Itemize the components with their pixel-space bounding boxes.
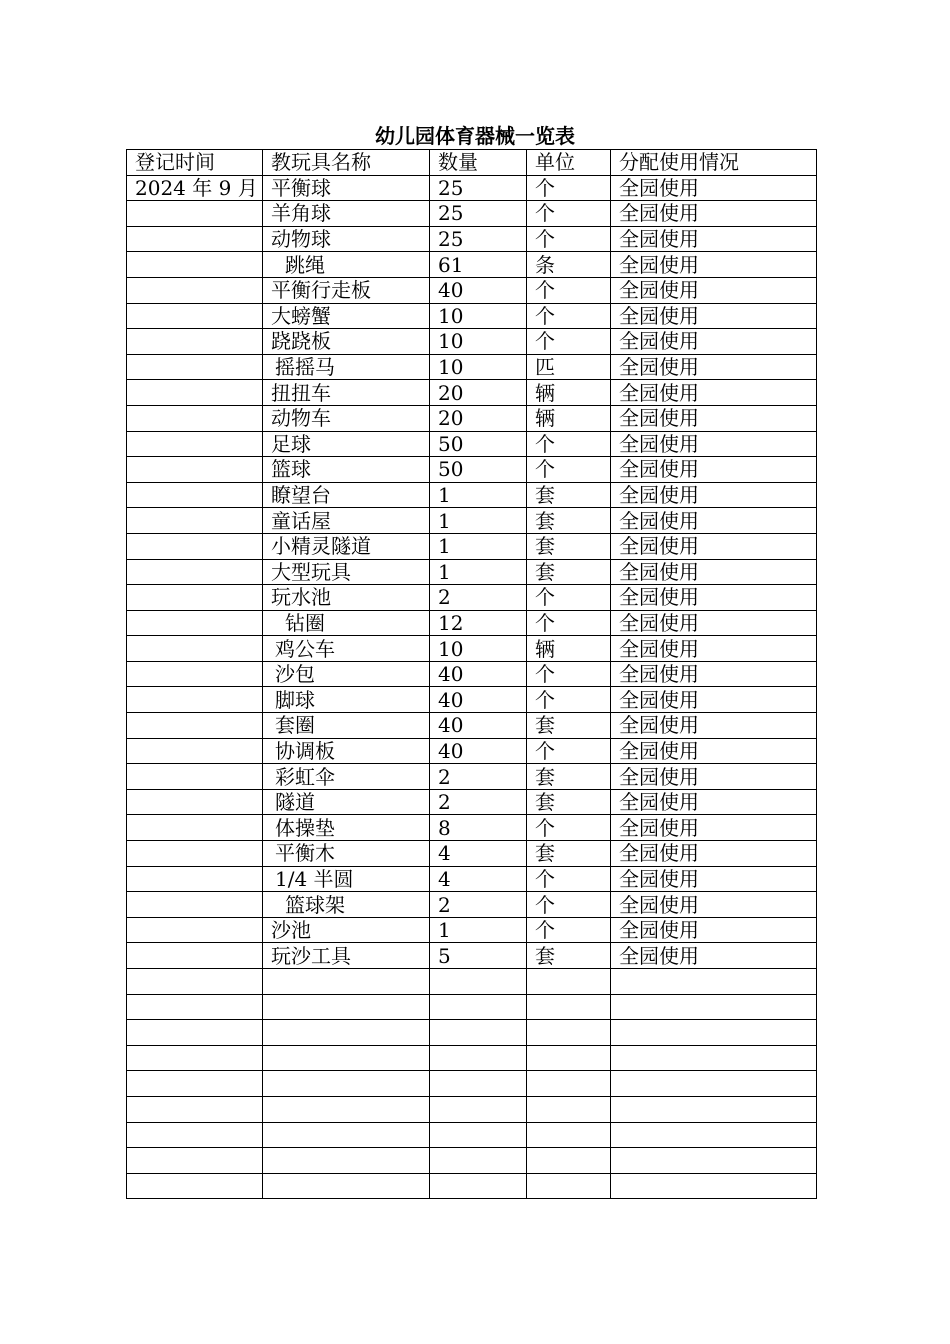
cell-usage: 全园使用 [611, 943, 817, 969]
table-row [127, 943, 817, 969]
table-row [127, 866, 817, 892]
cell-usage: 全园使用 [611, 508, 817, 534]
cell-unit: 个 [527, 329, 611, 355]
empty-cell [263, 1071, 430, 1097]
table-row [127, 201, 817, 227]
empty-cell [611, 1045, 817, 1071]
cell-usage: 全园使用 [611, 815, 817, 841]
cell-unit: 匹 [527, 354, 611, 380]
cell-item-name: 1/4 半圆 [263, 866, 430, 892]
cell-register-time [127, 252, 263, 278]
cell-quantity: 1 [430, 482, 527, 508]
cell-item-name: 协调板 [263, 738, 430, 764]
cell-register-time [127, 713, 263, 739]
cell-item-name: 玩沙工具 [263, 943, 430, 969]
table-row [127, 175, 817, 201]
table-row [127, 585, 817, 611]
table-row [127, 226, 817, 252]
empty-cell [127, 994, 263, 1020]
empty-row [127, 969, 817, 995]
cell-register-time [127, 559, 263, 585]
empty-cell [611, 1173, 817, 1199]
cell-item-name: 鸡公车 [263, 636, 430, 662]
table-row [127, 559, 817, 585]
cell-unit: 个 [527, 303, 611, 329]
cell-usage: 全园使用 [611, 482, 817, 508]
cell-unit: 辆 [527, 380, 611, 406]
cell-register-time [127, 917, 263, 943]
cell-quantity: 1 [430, 508, 527, 534]
cell-quantity: 40 [430, 277, 527, 303]
cell-quantity: 2 [430, 789, 527, 815]
cell-quantity: 4 [430, 841, 527, 867]
cell-register-time [127, 892, 263, 918]
cell-usage: 全园使用 [611, 661, 817, 687]
cell-usage: 全园使用 [611, 713, 817, 739]
cell-unit: 辆 [527, 636, 611, 662]
cell-unit: 个 [527, 585, 611, 611]
cell-register-time [127, 636, 263, 662]
table-row [127, 687, 817, 713]
table-row [127, 917, 817, 943]
cell-usage: 全园使用 [611, 329, 817, 355]
cell-item-name: 脚球 [263, 687, 430, 713]
header-item-name: 教玩具名称 [263, 150, 430, 176]
cell-unit: 套 [527, 482, 611, 508]
table-row [127, 303, 817, 329]
table-row [127, 354, 817, 380]
empty-cell [263, 994, 430, 1020]
cell-item-name: 体操垫 [263, 815, 430, 841]
cell-unit: 个 [527, 431, 611, 457]
cell-unit: 套 [527, 789, 611, 815]
cell-quantity: 2 [430, 892, 527, 918]
cell-quantity: 1 [430, 559, 527, 585]
cell-register-time [127, 815, 263, 841]
empty-cell [127, 969, 263, 995]
cell-item-name: 瞭望台 [263, 482, 430, 508]
table-row [127, 329, 817, 355]
cell-item-name: 跳绳 [263, 252, 430, 278]
cell-register-time [127, 329, 263, 355]
cell-unit: 个 [527, 917, 611, 943]
cell-item-name: 篮球架 [263, 892, 430, 918]
empty-cell [527, 1045, 611, 1071]
empty-cell [263, 1045, 430, 1071]
cell-register-time [127, 457, 263, 483]
cell-register-time: 2024 年 9 月 [127, 175, 263, 201]
empty-row [127, 1096, 817, 1122]
cell-quantity: 25 [430, 175, 527, 201]
cell-quantity: 12 [430, 610, 527, 636]
cell-item-name: 童话屋 [263, 508, 430, 534]
empty-cell [263, 1020, 430, 1046]
table-row [127, 482, 817, 508]
empty-cell [611, 969, 817, 995]
cell-item-name: 平衡行走板 [263, 277, 430, 303]
cell-register-time [127, 661, 263, 687]
table-row [127, 892, 817, 918]
cell-quantity: 20 [430, 405, 527, 431]
cell-register-time [127, 764, 263, 790]
cell-register-time [127, 508, 263, 534]
empty-cell [127, 1045, 263, 1071]
cell-quantity: 20 [430, 380, 527, 406]
empty-row [127, 1045, 817, 1071]
cell-quantity: 2 [430, 585, 527, 611]
cell-quantity: 10 [430, 636, 527, 662]
cell-item-name: 隧道 [263, 789, 430, 815]
cell-register-time [127, 380, 263, 406]
cell-register-time [127, 226, 263, 252]
cell-quantity: 61 [430, 252, 527, 278]
cell-item-name: 大螃蟹 [263, 303, 430, 329]
empty-cell [527, 969, 611, 995]
table-row [127, 789, 817, 815]
cell-item-name: 沙包 [263, 661, 430, 687]
cell-usage: 全园使用 [611, 354, 817, 380]
cell-quantity: 1 [430, 917, 527, 943]
cell-unit: 个 [527, 175, 611, 201]
cell-unit: 个 [527, 457, 611, 483]
cell-unit: 个 [527, 866, 611, 892]
table-row [127, 610, 817, 636]
cell-register-time [127, 533, 263, 559]
cell-register-time [127, 482, 263, 508]
cell-unit: 个 [527, 201, 611, 227]
cell-register-time [127, 866, 263, 892]
empty-cell [527, 1122, 611, 1148]
table-body [127, 175, 817, 1199]
empty-cell [430, 969, 527, 995]
empty-row [127, 994, 817, 1020]
cell-usage: 全园使用 [611, 866, 817, 892]
cell-register-time [127, 354, 263, 380]
cell-item-name: 小精灵隧道 [263, 533, 430, 559]
table-row [127, 252, 817, 278]
empty-cell [611, 994, 817, 1020]
empty-cell [611, 1148, 817, 1174]
empty-cell [527, 1173, 611, 1199]
cell-register-time [127, 585, 263, 611]
empty-cell [127, 1096, 263, 1122]
cell-usage: 全园使用 [611, 764, 817, 790]
cell-item-name: 篮球 [263, 457, 430, 483]
empty-cell [430, 1071, 527, 1097]
cell-register-time [127, 943, 263, 969]
cell-item-name: 沙池 [263, 917, 430, 943]
empty-cell [527, 1096, 611, 1122]
cell-item-name: 摇摇马 [263, 354, 430, 380]
cell-item-name: 彩虹伞 [263, 764, 430, 790]
empty-row [127, 1071, 817, 1097]
cell-usage: 全园使用 [611, 636, 817, 662]
cell-item-name: 玩水池 [263, 585, 430, 611]
empty-row [127, 1148, 817, 1174]
empty-cell [263, 1096, 430, 1122]
cell-unit: 个 [527, 610, 611, 636]
empty-cell [127, 1173, 263, 1199]
empty-cell [127, 1148, 263, 1174]
cell-unit: 个 [527, 687, 611, 713]
cell-unit: 个 [527, 661, 611, 687]
table-row [127, 405, 817, 431]
table-row [127, 508, 817, 534]
cell-quantity: 8 [430, 815, 527, 841]
cell-quantity: 40 [430, 713, 527, 739]
cell-quantity: 50 [430, 431, 527, 457]
cell-quantity: 40 [430, 738, 527, 764]
cell-item-name: 扭扭车 [263, 380, 430, 406]
empty-cell [430, 1173, 527, 1199]
cell-register-time [127, 303, 263, 329]
cell-unit: 辆 [527, 405, 611, 431]
table-row [127, 380, 817, 406]
empty-cell [611, 1096, 817, 1122]
empty-cell [430, 1020, 527, 1046]
empty-cell [430, 994, 527, 1020]
cell-register-time [127, 610, 263, 636]
cell-usage: 全园使用 [611, 380, 817, 406]
cell-quantity: 5 [430, 943, 527, 969]
table-row [127, 533, 817, 559]
table-row [127, 457, 817, 483]
cell-unit: 套 [527, 764, 611, 790]
header-quantity: 数量 [430, 150, 527, 176]
empty-cell [430, 1096, 527, 1122]
cell-unit: 套 [527, 943, 611, 969]
cell-quantity: 40 [430, 661, 527, 687]
cell-usage: 全园使用 [611, 405, 817, 431]
cell-unit: 个 [527, 892, 611, 918]
header-unit: 单位 [527, 150, 611, 176]
empty-cell [430, 1148, 527, 1174]
cell-usage: 全园使用 [611, 559, 817, 585]
cell-quantity: 10 [430, 329, 527, 355]
empty-cell [127, 1122, 263, 1148]
table-row [127, 277, 817, 303]
cell-usage: 全园使用 [611, 585, 817, 611]
cell-usage: 全园使用 [611, 917, 817, 943]
header-row [127, 150, 817, 176]
cell-usage: 全园使用 [611, 303, 817, 329]
empty-cell [527, 994, 611, 1020]
cell-register-time [127, 738, 263, 764]
table-row [127, 841, 817, 867]
empty-cell [263, 1173, 430, 1199]
cell-usage: 全园使用 [611, 201, 817, 227]
empty-cell [430, 1122, 527, 1148]
header-register-time: 登记时间 [127, 150, 263, 176]
cell-item-name: 动物球 [263, 226, 430, 252]
empty-cell [263, 969, 430, 995]
cell-quantity: 2 [430, 764, 527, 790]
cell-register-time [127, 841, 263, 867]
empty-cell [527, 1071, 611, 1097]
cell-item-name: 平衡木 [263, 841, 430, 867]
cell-register-time [127, 789, 263, 815]
cell-unit: 个 [527, 226, 611, 252]
cell-usage: 全园使用 [611, 533, 817, 559]
empty-cell [611, 1020, 817, 1046]
empty-cell [263, 1122, 430, 1148]
cell-usage: 全园使用 [611, 841, 817, 867]
cell-quantity: 25 [430, 226, 527, 252]
cell-usage: 全园使用 [611, 252, 817, 278]
empty-row [127, 1173, 817, 1199]
cell-register-time [127, 431, 263, 457]
cell-usage: 全园使用 [611, 892, 817, 918]
cell-register-time [127, 201, 263, 227]
cell-item-name: 钻圈 [263, 610, 430, 636]
cell-usage: 全园使用 [611, 610, 817, 636]
cell-item-name: 大型玩具 [263, 559, 430, 585]
empty-cell [263, 1148, 430, 1174]
cell-usage: 全园使用 [611, 226, 817, 252]
cell-unit: 套 [527, 533, 611, 559]
cell-item-name: 动物车 [263, 405, 430, 431]
cell-item-name: 足球 [263, 431, 430, 457]
page-title: 幼儿园体育器械一览表 [375, 124, 575, 148]
cell-register-time [127, 405, 263, 431]
table-row [127, 738, 817, 764]
equipment-table [126, 149, 817, 1199]
empty-cell [127, 1020, 263, 1046]
table-row [127, 764, 817, 790]
cell-item-name: 跷跷板 [263, 329, 430, 355]
cell-item-name: 羊角球 [263, 201, 430, 227]
cell-usage: 全园使用 [611, 738, 817, 764]
header-usage: 分配使用情况 [611, 150, 817, 176]
cell-quantity: 50 [430, 457, 527, 483]
table-row [127, 815, 817, 841]
empty-row [127, 1122, 817, 1148]
cell-quantity: 4 [430, 866, 527, 892]
cell-item-name: 平衡球 [263, 175, 430, 201]
empty-cell [527, 1020, 611, 1046]
empty-row [127, 1020, 817, 1046]
cell-register-time [127, 277, 263, 303]
empty-cell [127, 1071, 263, 1097]
table-row [127, 661, 817, 687]
table-row [127, 713, 817, 739]
cell-usage: 全园使用 [611, 431, 817, 457]
empty-cell [611, 1071, 817, 1097]
empty-cell [611, 1122, 817, 1148]
empty-cell [430, 1045, 527, 1071]
cell-unit: 个 [527, 738, 611, 764]
cell-quantity: 10 [430, 354, 527, 380]
cell-unit: 套 [527, 508, 611, 534]
cell-unit: 套 [527, 841, 611, 867]
cell-item-name: 套圈 [263, 713, 430, 739]
cell-register-time [127, 687, 263, 713]
cell-usage: 全园使用 [611, 457, 817, 483]
cell-quantity: 40 [430, 687, 527, 713]
cell-unit: 个 [527, 277, 611, 303]
cell-usage: 全园使用 [611, 277, 817, 303]
table-row [127, 636, 817, 662]
cell-quantity: 25 [430, 201, 527, 227]
cell-unit: 个 [527, 815, 611, 841]
cell-quantity: 10 [430, 303, 527, 329]
table-row [127, 431, 817, 457]
cell-unit: 套 [527, 559, 611, 585]
cell-unit: 套 [527, 713, 611, 739]
cell-usage: 全园使用 [611, 789, 817, 815]
cell-quantity: 1 [430, 533, 527, 559]
empty-cell [527, 1148, 611, 1174]
cell-usage: 全园使用 [611, 175, 817, 201]
cell-unit: 条 [527, 252, 611, 278]
cell-usage: 全园使用 [611, 687, 817, 713]
